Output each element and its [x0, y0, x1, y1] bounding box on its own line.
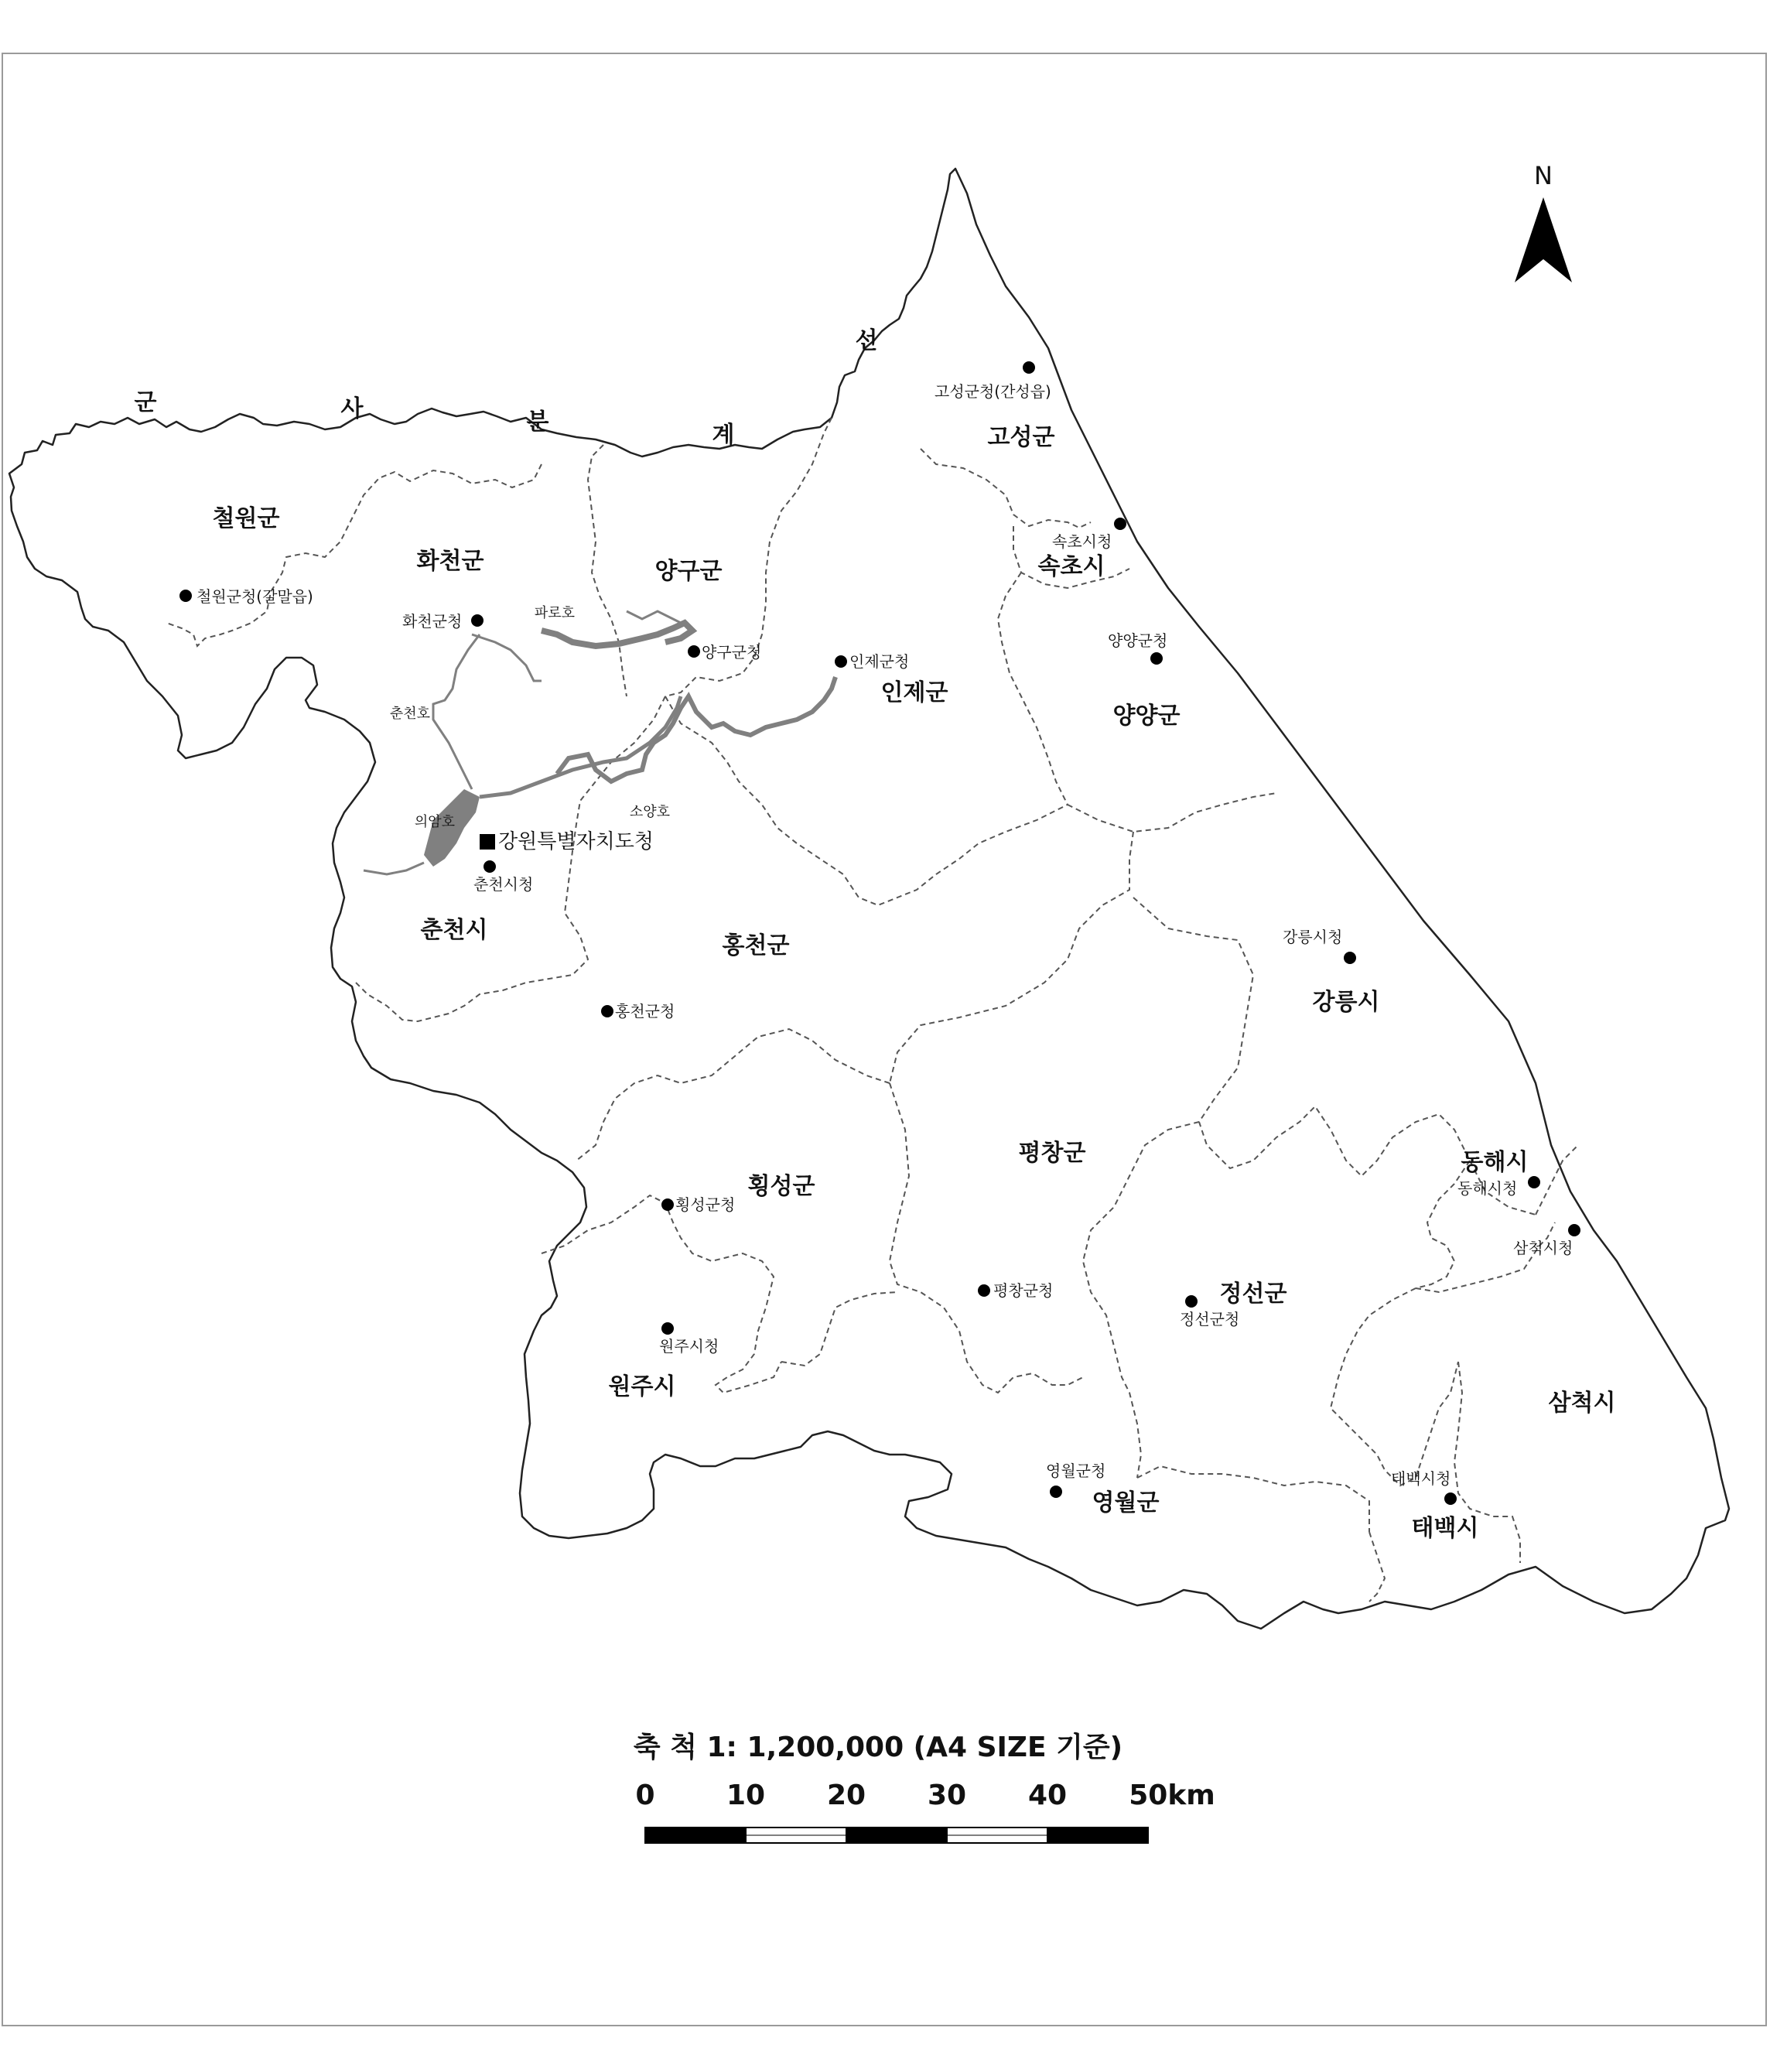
- region-label-cheorwon: 철원군: [212, 505, 280, 532]
- region-label-yeongwol: 영월군: [1092, 1489, 1160, 1516]
- dmz-char: 분: [526, 409, 549, 436]
- office-label-pyeongchang: 평창군청: [993, 1281, 1054, 1300]
- region-label-hwacheon: 화천군: [416, 548, 484, 575]
- office-label-chuncheon: 춘천시청: [473, 875, 534, 894]
- region-label-jeongseon: 정선군: [1219, 1280, 1287, 1308]
- office-label-cheorwon: 철원군청(갈말읍): [196, 587, 313, 606]
- dot-marker-icon: [484, 860, 496, 873]
- region-label-chuncheon: 춘천시: [420, 917, 488, 944]
- dot-marker-icon: [601, 1005, 613, 1017]
- dmz-char: 사: [340, 395, 364, 422]
- dot-marker-icon: [179, 590, 192, 602]
- border-jeongseon-gangneung: [1536, 1145, 1578, 1215]
- border-hongcheon-pyeongchang: [890, 832, 1133, 1083]
- region-label-gangneung: 강릉시: [1312, 989, 1380, 1016]
- dot-marker-icon: [1344, 952, 1356, 964]
- north-label: N: [1534, 161, 1553, 190]
- dot-marker-icon: [1114, 518, 1126, 530]
- scale-tick: 10: [726, 1780, 766, 1811]
- border-hwacheon-yanggu: [588, 445, 627, 696]
- office-label-taebaek: 태백시청: [1391, 1469, 1451, 1488]
- region-label-taebaek: 태백시: [1411, 1515, 1479, 1542]
- scale-segments: [645, 1828, 1148, 1843]
- office-label-yeongwol: 영월군청: [1046, 1462, 1106, 1480]
- lake-label-uiam: 의암호: [414, 814, 456, 830]
- region-label-hoengseong: 횡성군: [747, 1173, 815, 1200]
- office-label-hwacheon: 화천군청: [402, 612, 463, 631]
- office-markers: [179, 361, 1580, 1505]
- scale-tick: 50km: [1129, 1780, 1215, 1811]
- region-label-wonju: 원주시: [608, 1373, 676, 1400]
- border-hoengseong-pyeongchang: [890, 1083, 1083, 1393]
- scale-tick: 40: [1027, 1780, 1068, 1811]
- office-label-wonju: 원주시청: [659, 1337, 719, 1356]
- region-label-sokcho: 속초시: [1037, 553, 1105, 580]
- office-label-yanggu: 양구군청: [702, 643, 762, 662]
- region-label-inje: 인제군: [880, 679, 948, 706]
- office-label-goseong: 고성군청(간성읍): [935, 382, 1051, 401]
- dmz-label: [135, 327, 878, 449]
- region-labels: [213, 424, 1616, 1542]
- dot-marker-icon: [1528, 1176, 1540, 1188]
- province-outline: [9, 169, 1729, 1629]
- scale-tick: 20: [826, 1780, 866, 1811]
- border-cheorwon-hwacheon: [166, 464, 542, 646]
- border-chuncheon-hongcheon: [356, 696, 665, 1021]
- office-label-jeongseon: 정선군청: [1180, 1310, 1240, 1328]
- dot-marker-icon: [1185, 1295, 1198, 1308]
- provincial-office-label: 강원특별자치도청: [498, 830, 654, 853]
- border-inje-goseong: [921, 449, 1091, 528]
- north-arrow-icon: [1515, 197, 1572, 282]
- office-label-samcheok: 삼척시청: [1513, 1239, 1574, 1257]
- river-west: [364, 863, 424, 874]
- border-hongcheon-hoengseong: [576, 1029, 890, 1161]
- border-jeongseon-samcheok: [1331, 1288, 1458, 1486]
- dot-marker-icon: [661, 1322, 674, 1335]
- dot-marker-icon: [1444, 1492, 1457, 1505]
- office-label-gangneung: 강릉시청: [1283, 928, 1343, 946]
- border-donghae-samcheok: [1416, 1222, 1555, 1292]
- border-sokcho-yangyang: [998, 573, 1068, 805]
- scale-tick: 0: [635, 1780, 655, 1811]
- lake-soyang-shape: [557, 677, 835, 781]
- lake-paro-shape: [542, 623, 692, 646]
- dot-marker-icon: [978, 1284, 990, 1297]
- dmz-char: 선: [855, 327, 878, 354]
- square-marker-icon: [480, 834, 495, 850]
- scale-bar: [634, 1731, 1215, 1843]
- scale-tick-labels: [635, 1780, 1215, 1811]
- dot-marker-icon: [835, 655, 847, 668]
- office-label-yangyang: 양양군청: [1108, 631, 1168, 650]
- office-label-hoengseong: 횡성군청: [675, 1195, 736, 1214]
- dmz-char: 군: [134, 389, 157, 416]
- region-label-hongcheon: 홍천군: [722, 932, 790, 959]
- border-jeongseon-yeongwol: [1137, 1466, 1369, 1532]
- north-arrow: [1515, 161, 1572, 282]
- border-wonju-yeongwol: [781, 1292, 897, 1366]
- dot-marker-icon: [1050, 1486, 1062, 1498]
- region-label-yanggu: 양구군: [654, 558, 723, 585]
- office-label-inje: 인제군청: [849, 652, 910, 671]
- region-label-yangyang: 양양군: [1112, 703, 1181, 730]
- dmz-char: 계: [712, 422, 735, 449]
- dot-marker-icon: [1023, 361, 1035, 374]
- dot-marker-icon: [471, 614, 484, 627]
- dot-marker-icon: [688, 645, 700, 658]
- dot-marker-icon: [1150, 652, 1163, 665]
- office-label-hongcheon: 홍천군청: [615, 1002, 675, 1021]
- dot-marker-icon: [1568, 1224, 1580, 1236]
- provincial-office: [480, 830, 654, 853]
- border-pyeongchang-jeongseon: [1083, 1122, 1199, 1478]
- river-bukhan: [433, 634, 480, 789]
- region-label-pyeongchang: 평창군: [1018, 1140, 1086, 1167]
- lake-label-paro: 파로호: [534, 605, 576, 621]
- lake-labels: [390, 604, 670, 830]
- office-label-sokcho: 속초시청: [1052, 532, 1112, 551]
- office-label-donghae: 동해시청: [1457, 1179, 1518, 1198]
- region-label-donghae: 동해시: [1461, 1149, 1529, 1176]
- region-label-samcheok: 삼척시: [1548, 1390, 1616, 1417]
- region-label-goseong: 고성군: [987, 424, 1055, 451]
- lake-label-soyang: 소양호: [629, 804, 671, 820]
- office-labels: [196, 382, 1573, 1488]
- dot-marker-icon: [661, 1198, 674, 1211]
- scale-tick: 30: [927, 1780, 967, 1811]
- scale-title: 축 척 1: 1,200,000 (A4 SIZE 기준): [633, 1732, 1123, 1763]
- border-yangyang-gangneung: [1068, 793, 1276, 832]
- lake-label-chuncheon: 춘천호: [389, 706, 431, 722]
